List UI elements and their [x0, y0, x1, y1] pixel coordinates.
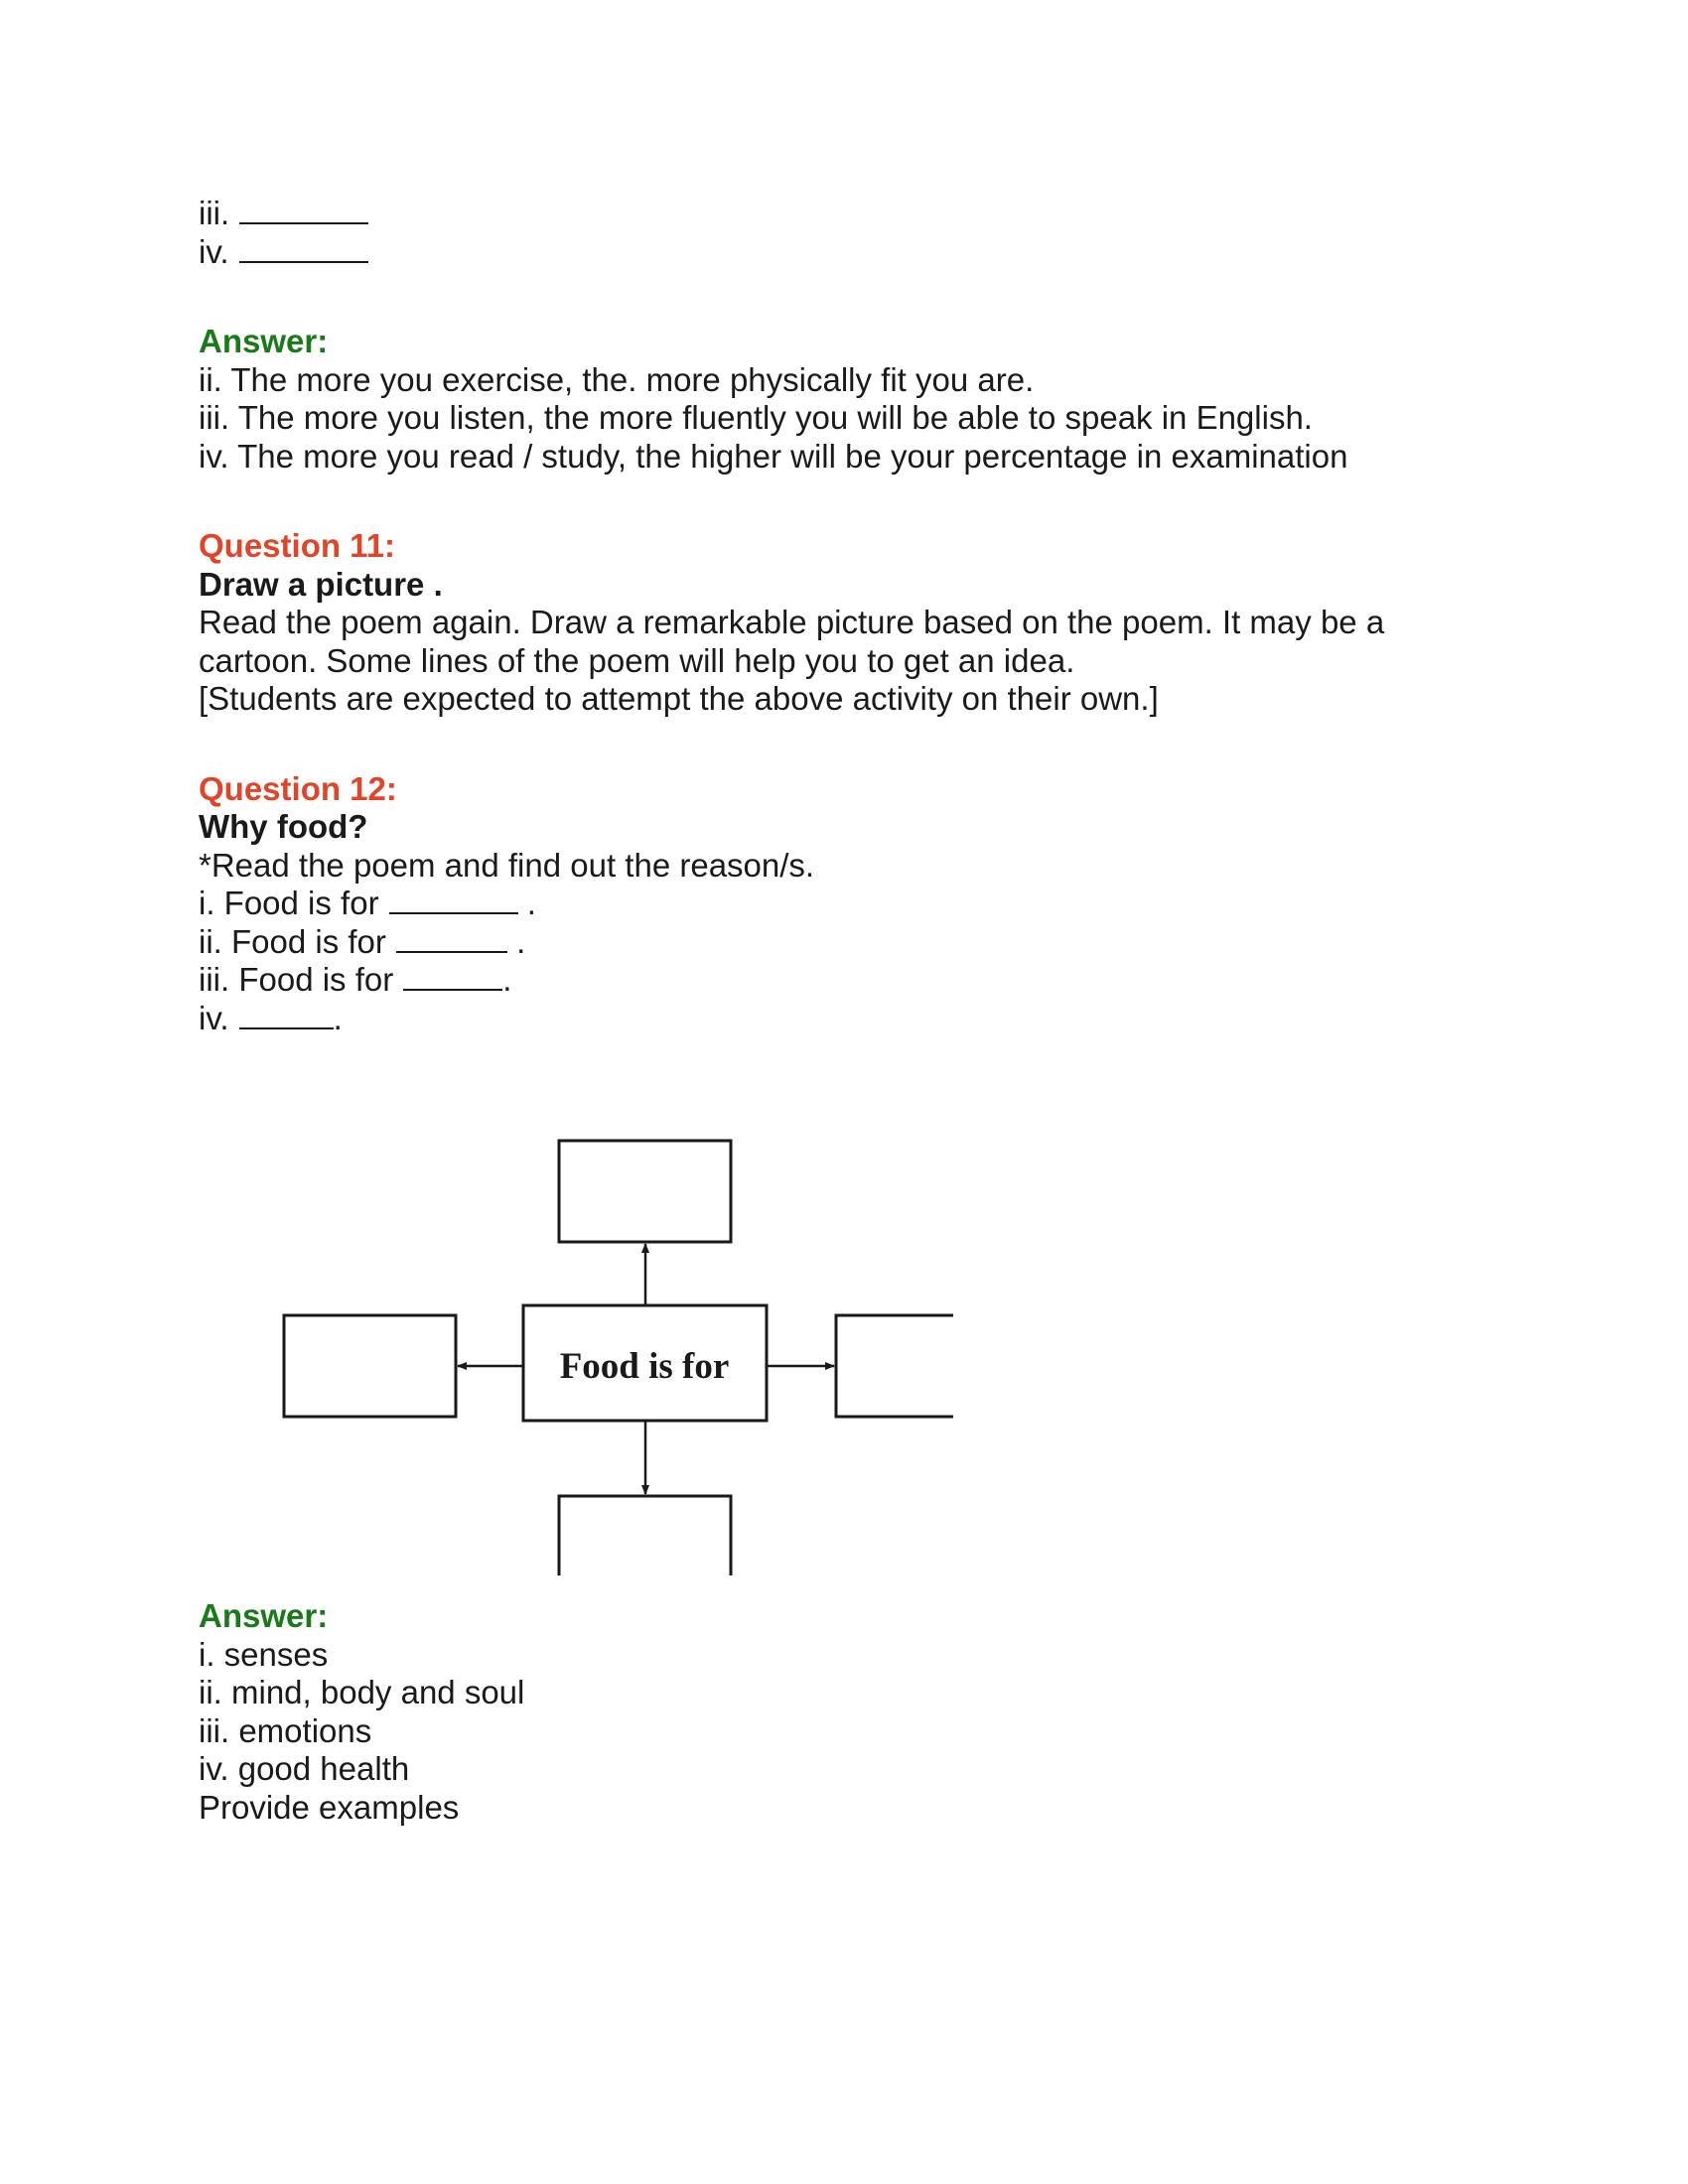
food-is-for-diagram	[199, 1109, 953, 1575]
answer-line: iii. emotions	[199, 1711, 372, 1749]
diagram-box-right	[836, 1315, 953, 1417]
blank-line	[396, 923, 507, 953]
diagram-box-top	[559, 1141, 731, 1242]
question-11-heading: Question 11:	[199, 527, 396, 564]
question-11-title: Draw a picture .	[199, 565, 443, 603]
question-12-intro: *Read the poem and find out the reason/s.	[199, 846, 815, 884]
question-12-heading: Question 12:	[199, 769, 397, 807]
item-iii: iii.	[199, 195, 1489, 233]
answer-line: i. senses	[199, 1635, 329, 1673]
question-11-text: cartoon. Some lines of the poem will help you to get an idea.	[199, 641, 1075, 679]
answer-line: iv. good health	[199, 1750, 410, 1787]
question-12-item: i. Food is for .	[199, 885, 536, 921]
document-page	[199, 195, 1489, 1827]
question-11-text: Read the poem again. Draw a remarkable picture based on the poem. It may be a	[199, 604, 1385, 640]
blank-line	[389, 885, 518, 914]
question-12-title: Why food?	[199, 808, 368, 845]
question-11-text: [Students are expected to attempt the above activity on their own.]	[199, 680, 1159, 717]
question-12-item: ii. Food is for .	[199, 922, 526, 960]
answer-line: Provide examples	[199, 1788, 460, 1826]
blank-line	[403, 961, 502, 991]
blank-line	[239, 1000, 334, 1029]
question-12-item: iii. Food is for .	[199, 961, 512, 998]
answer-line: iii. The more you listen, the more fluently you will be able to speak in English.	[199, 399, 1313, 436]
answer-heading: Answer:	[199, 1597, 329, 1634]
answer-line: ii. The more you exercise, the. more physically fit you are.	[199, 360, 1035, 398]
answer-line: iv. The more you read / study, the higher will be your percentage in examination	[199, 437, 1348, 475]
blank-line	[239, 233, 368, 263]
diagram-box-bottom	[559, 1496, 731, 1575]
item-iv: iv.	[199, 233, 1489, 272]
diagram-box-left	[284, 1315, 456, 1417]
answer-line: ii. mind, body and soul	[199, 1674, 525, 1710]
answer-heading: Answer:	[199, 323, 329, 359]
diagram-center-label: Food is for	[559, 1346, 730, 1387]
diagram-svg	[199, 1109, 953, 1575]
question-12-item: iv. .	[199, 999, 343, 1036]
blank-line	[239, 195, 368, 224]
